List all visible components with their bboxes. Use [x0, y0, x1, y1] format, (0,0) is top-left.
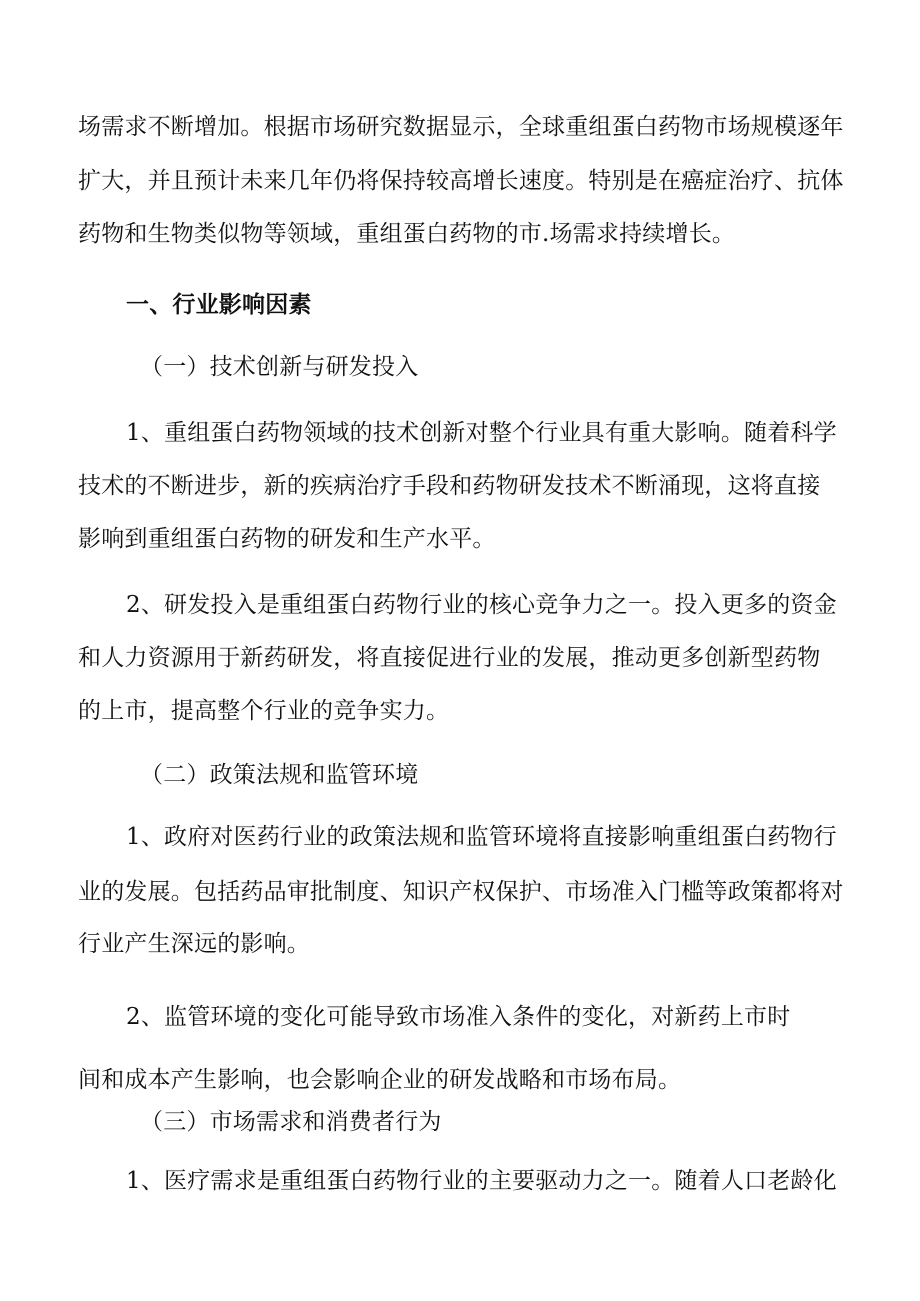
paragraph-2-1-line-2: 业的发展。包括药品审批制度、知识产权保护、市场准入门槛等政策都将对 [78, 879, 844, 905]
paragraph-1-2-line-1: 2、研发投入是重组蛋白药物行业的核心竞争力之一。投入更多的资金 [126, 592, 837, 618]
paragraph-2-1-line-3: 行业产生深远的影响。 [78, 931, 310, 957]
paragraph-2-2-line-1: 2、监管环境的变化可能导致市场准入条件的变化，对新药上市时 [126, 1004, 791, 1030]
intro-line-3: 药物和生物类似物等领域，重组蛋白药物的市.场需求持续增长。 [78, 221, 736, 247]
subsection-heading-1: （一）技术创新与研发投入 [140, 354, 419, 380]
paragraph-1-1-line-3: 影响到重组蛋白药物的研发和生产水平。 [78, 526, 496, 552]
paragraph-1-2-line-2: 和人力资源用于新药研发，将直接促进行业的发展，推动更多创新型药物 [78, 645, 821, 671]
paragraph-1-1-line-1: 1、重组蛋白药物领域的技术创新对整个行业具有重大影响。随着科学 [126, 420, 837, 446]
paragraph-1-2-line-3: 的上市，提高整个行业的竞争实力。 [78, 698, 450, 724]
intro-line-1: 场需求不断增加。根据市场研究数据显示，全球重组蛋白药物市场规模逐年 [78, 114, 844, 140]
paragraph-2-2-line-2: 间和成本产生影响，也会影响企业的研发战略和市场布局。 [78, 1067, 682, 1093]
paragraph-2-1-line-1: 1、政府对医药行业的政策法规和监管环境将直接影响重组蛋白药物行 [126, 824, 837, 850]
section-heading: 一、行业影响因素 [126, 291, 312, 318]
subsection-heading-3: （三）市场需求和消费者行为 [140, 1109, 442, 1135]
intro-line-2: 扩大，并且预计未来几年仍将保持较高增长速度。特别是在癌症治疗、抗体 [78, 168, 844, 194]
subsection-heading-2: （二）政策法规和监管环境 [140, 762, 419, 788]
paragraph-3-1-line-1: 1、医疗需求是重组蛋白药物行业的主要驱动力之一。随着人口老龄化 [126, 1168, 837, 1194]
paragraph-1-1-line-2: 技术的不断进步，新的疾病治疗手段和药物研发技术不断涌现，这将直接 [78, 473, 821, 499]
